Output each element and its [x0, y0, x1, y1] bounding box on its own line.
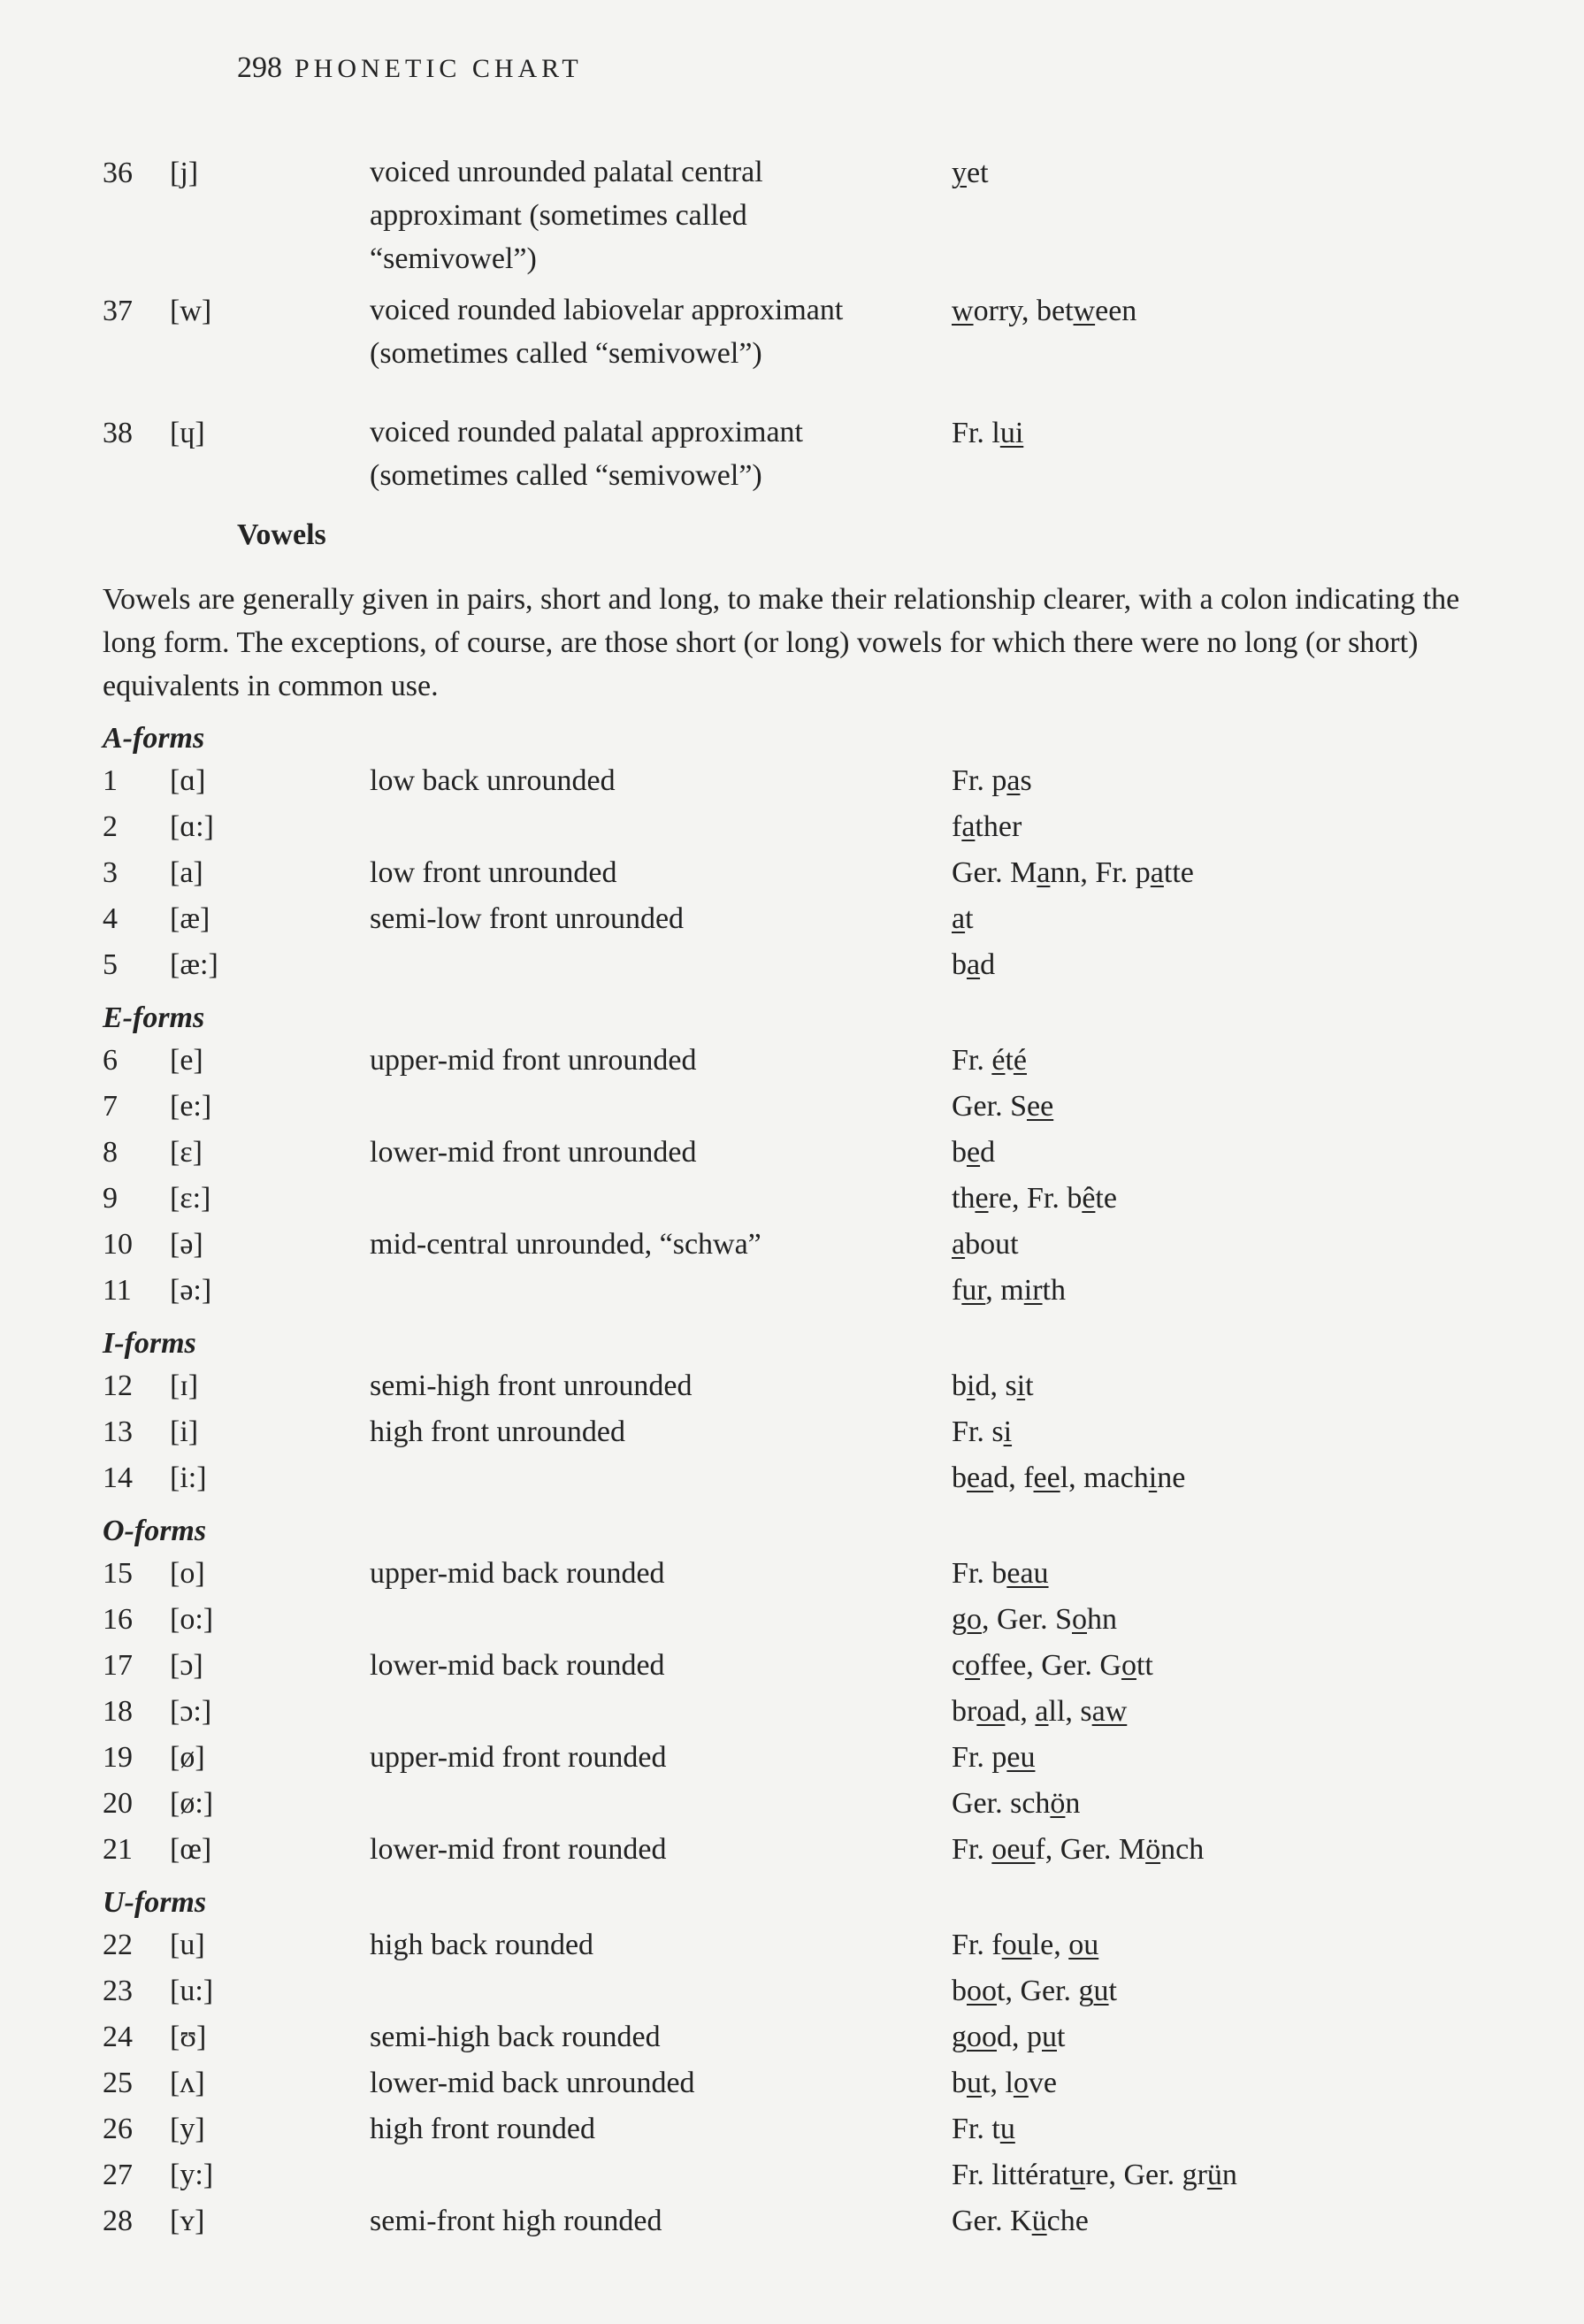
table-row	[103, 1968, 1487, 2014]
phonetic-symbol: [u:]	[170, 1975, 214, 2007]
phonetic-symbol: [ɔ]	[170, 1649, 203, 1682]
example-text: re, Fr. b	[988, 1182, 1083, 1215]
example-text: nch	[1160, 1833, 1205, 1866]
group-spacer	[103, 1873, 1487, 1883]
example-text: Ger. S	[952, 1090, 1027, 1123]
table-row	[103, 1038, 1487, 1084]
phonetic-symbol: [ɑ:]	[170, 810, 214, 843]
table-row	[103, 1222, 1487, 1268]
sound-description: semi-low front unrounded	[370, 902, 685, 935]
phonetic-symbol: [i:]	[170, 1461, 207, 1494]
example-text: b	[952, 2067, 967, 2099]
entry-number: 27	[103, 2159, 133, 2191]
entry-number: 23	[103, 1975, 133, 2007]
table-row	[103, 1176, 1487, 1222]
example-text: d,	[1005, 1695, 1036, 1728]
example-text: te	[1095, 1182, 1117, 1215]
underlined-letters: oo	[967, 2021, 997, 2053]
group-spacer	[103, 1501, 1487, 1512]
underlined-letters: oa	[976, 1695, 1006, 1728]
example-words	[952, 1781, 1080, 1827]
example-text: t	[1108, 1975, 1117, 2007]
phonetic-symbol: [ɔ:]	[170, 1695, 212, 1728]
example-words	[952, 1455, 1185, 1501]
table-row	[103, 850, 1487, 896]
table-row	[103, 2198, 1487, 2244]
example-words	[952, 896, 974, 942]
example-text: t	[1057, 2021, 1066, 2053]
example-words	[952, 2106, 1015, 2152]
sound-description: voiced unrounded palatal central approximant (sometimes called “semivowel”)	[370, 156, 763, 275]
example-words	[952, 2060, 1057, 2106]
example-words	[952, 1176, 1117, 1222]
entry-number: 38	[103, 417, 133, 449]
table-row	[103, 1597, 1487, 1643]
example-text: ne	[1157, 1461, 1186, 1494]
underlined-letters: a	[1006, 764, 1021, 797]
entry-number: 26	[103, 2113, 133, 2145]
sound-description: lower-mid back rounded	[370, 1649, 665, 1682]
phonetic-symbol: [i]	[170, 1415, 199, 1448]
group-title: U-forms	[103, 1886, 207, 1919]
entry-number: 13	[103, 1415, 133, 1448]
phonetic-symbol: [o:]	[170, 1603, 214, 1636]
phonetic-symbol: [æ]	[170, 902, 210, 935]
entry-number: 25	[103, 2067, 133, 2099]
sound-description: semi-front high rounded	[370, 2205, 662, 2237]
phonetic-symbol: [ʌ]	[170, 2067, 205, 2099]
phonetic-symbol: [ə:]	[170, 1274, 212, 1307]
phonetic-symbol: [a]	[170, 856, 203, 889]
example-text: hn	[1087, 1603, 1117, 1636]
table-row	[103, 2106, 1487, 2152]
vowel-table	[103, 719, 1487, 2244]
underlined-letters: a	[961, 810, 976, 843]
example-text: th	[1042, 1274, 1066, 1307]
underlined-letters: ui	[999, 417, 1024, 449]
entry-number: 16	[103, 1603, 133, 1636]
example-text: ffee, Ger. G	[980, 1649, 1121, 1682]
underlined-letters: ö	[1050, 1787, 1066, 1820]
table-row	[103, 1130, 1487, 1176]
underlined-letters: i	[1148, 1461, 1158, 1494]
phonetic-symbol: [ɥ]	[170, 417, 205, 449]
entry-number: 6	[103, 1044, 118, 1077]
table-row	[103, 1689, 1487, 1735]
phonetic-symbol: [ə]	[170, 1228, 203, 1261]
entry-number: 24	[103, 2021, 133, 2053]
example-text: Ger. M	[952, 856, 1037, 889]
entry-number: 37	[103, 295, 133, 327]
underlined-letters: u	[967, 2067, 982, 2099]
example-words	[952, 288, 1136, 334]
example-words	[952, 942, 995, 988]
underlined-letters: ê	[1082, 1182, 1096, 1215]
example-text: , Ger. S	[982, 1603, 1072, 1636]
example-text: Fr. p	[952, 764, 1007, 797]
underlined-letters: i	[1016, 1369, 1026, 1402]
entry-number: 2	[103, 810, 118, 843]
phonetic-symbol: [j]	[170, 157, 199, 189]
example-text: ll, s	[1048, 1695, 1092, 1728]
example-text: Fr. l	[952, 417, 1000, 449]
underlined-letters: ea	[967, 1461, 994, 1494]
sound-description: high back rounded	[370, 1929, 594, 1961]
example-words	[952, 758, 1032, 804]
example-text: et	[967, 157, 989, 189]
sound-description: upper-mid front rounded	[370, 1741, 667, 1774]
underlined-letters: u	[1070, 2159, 1086, 2191]
underlined-letters: ee	[1027, 1090, 1054, 1123]
table-row	[103, 1084, 1487, 1130]
example-text: Fr.	[952, 1833, 992, 1866]
example-text: Fr. b	[952, 1557, 1007, 1590]
example-text: nn, Fr. p	[1050, 856, 1151, 889]
entry-number: 9	[103, 1182, 118, 1215]
example-text: l, mach	[1060, 1461, 1149, 1494]
phonetic-symbol: [ʏ]	[170, 2205, 205, 2237]
underlined-letters: é	[991, 1044, 1006, 1077]
table-row	[103, 1827, 1487, 1873]
example-words	[952, 2198, 1089, 2244]
example-text: br	[952, 1695, 977, 1728]
example-text: Fr. s	[952, 1415, 1004, 1448]
phonetic-symbol: [y]	[170, 2113, 205, 2145]
table-row	[103, 804, 1487, 850]
phonetic-symbol: [œ]	[170, 1833, 212, 1866]
example-words	[952, 850, 1194, 896]
example-text: orry, bet	[973, 295, 1074, 327]
sound-description: low front unrounded	[370, 856, 617, 889]
phonetic-symbol: [u]	[170, 1929, 205, 1961]
example-words	[952, 1222, 1019, 1268]
underlined-letters: go	[952, 1603, 982, 1636]
underlined-letters: oeu	[991, 1833, 1036, 1866]
underlined-letters: u	[1093, 1975, 1109, 2007]
table-row	[103, 2152, 1487, 2198]
example-text: t	[1025, 1369, 1034, 1402]
example-text: c	[952, 1649, 966, 1682]
example-text: le,	[1031, 1929, 1069, 1961]
example-text: t, l	[982, 2067, 1014, 2099]
page-title: PHONETIC CHART	[295, 54, 583, 83]
example-words	[952, 1268, 1066, 1314]
table-row	[103, 896, 1487, 942]
example-words	[952, 804, 1022, 850]
example-text: b	[952, 1369, 967, 1402]
entry-number: 36	[103, 157, 133, 189]
example-text: b	[952, 948, 967, 981]
sound-description: lower-mid front rounded	[370, 1833, 667, 1866]
example-text: s	[1020, 764, 1032, 797]
example-text: , m	[985, 1274, 1024, 1307]
example-text: re, Ger. gr	[1085, 2159, 1207, 2191]
entry-number: 3	[103, 856, 118, 889]
table-row	[103, 1643, 1487, 1689]
underlined-letters: o	[965, 1649, 981, 1682]
example-text: bout	[965, 1228, 1019, 1261]
example-text: ther	[975, 810, 1022, 843]
example-text: Fr. t	[952, 2113, 1000, 2145]
phonetic-symbol: [ɛ:]	[170, 1182, 211, 1215]
underlined-letters: o	[1121, 1649, 1136, 1682]
example-words	[952, 1038, 1027, 1084]
example-words	[952, 410, 1023, 456]
table-row	[103, 288, 1487, 410]
example-words	[952, 1551, 1049, 1597]
example-text: b	[952, 1975, 967, 2007]
example-words	[952, 1597, 1117, 1643]
group-title: E-forms	[103, 1001, 205, 1034]
example-words	[952, 2014, 1065, 2060]
underlined-letters: é	[1013, 1044, 1027, 1077]
phonetic-symbol: [ɑ]	[170, 764, 206, 797]
phonetic-symbol: [ø:]	[170, 1787, 214, 1820]
underlined-letters: a	[952, 1228, 966, 1261]
example-text: n	[1221, 2159, 1237, 2191]
table-row	[103, 942, 1487, 988]
example-text: th	[952, 1182, 976, 1215]
example-text: f, Ger. M	[1035, 1833, 1146, 1866]
entry-number: 18	[103, 1695, 133, 1728]
example-text: t, Ger. g	[997, 1975, 1094, 2007]
example-text: d	[980, 1136, 996, 1169]
underlined-letters: e	[975, 1182, 989, 1215]
page-header	[237, 51, 583, 85]
underlined-letters: w	[1073, 295, 1096, 327]
sound-description: voiced rounded labiovelar approximant (sometimes called “semivowel”)	[370, 294, 844, 370]
consonant-table	[103, 150, 1487, 499]
group-spacer	[103, 1314, 1487, 1324]
table-row	[103, 1922, 1487, 1968]
example-words	[952, 1827, 1204, 1873]
example-text: d, f	[993, 1461, 1034, 1494]
example-text: Fr. f	[952, 1929, 1002, 1961]
entry-number: 7	[103, 1090, 118, 1123]
example-text: Ger. K	[952, 2205, 1032, 2237]
entry-number: 15	[103, 1557, 133, 1590]
phonetic-symbol: [æ:]	[170, 948, 218, 981]
table-row	[103, 1455, 1487, 1501]
table-row	[103, 2060, 1487, 2106]
table-row	[103, 1551, 1487, 1597]
underlined-letters: ü	[1031, 2205, 1047, 2237]
underlined-letters: o	[1013, 2067, 1029, 2099]
underlined-letters: eu	[1006, 1741, 1036, 1774]
underlined-letters: ö	[1145, 1833, 1161, 1866]
example-words	[952, 2152, 1237, 2198]
example-text: b	[952, 1136, 967, 1169]
entry-number: 8	[103, 1136, 118, 1169]
example-text: tte	[1163, 856, 1194, 889]
phonetic-symbol: [w]	[170, 295, 212, 327]
example-text: t	[1005, 1044, 1014, 1077]
underlined-letters: ü	[1206, 2159, 1222, 2191]
example-text: d	[980, 948, 996, 981]
group-title: I-forms	[103, 1327, 196, 1360]
underlined-letters: y	[952, 157, 967, 189]
entry-number: 28	[103, 2205, 133, 2237]
table-row	[103, 1363, 1487, 1409]
example-text: ve	[1028, 2067, 1057, 2099]
example-text: een	[1095, 295, 1137, 327]
phonetic-symbol: [ø]	[170, 1741, 205, 1774]
example-text: t	[965, 902, 974, 935]
underlined-letters: ir	[1023, 1274, 1043, 1307]
group-spacer	[103, 988, 1487, 999]
example-text: Ger. sch	[952, 1787, 1051, 1820]
table-row	[103, 758, 1487, 804]
phonetic-symbol: [ɛ]	[170, 1136, 203, 1169]
phonetic-symbol: [ʊ]	[170, 2021, 207, 2053]
underlined-letters: i	[1003, 1415, 1013, 1448]
entry-number: 19	[103, 1741, 133, 1774]
phonetic-symbol: [e]	[170, 1044, 203, 1077]
sound-description: high front rounded	[370, 2113, 595, 2145]
example-words	[952, 1968, 1117, 2014]
example-words	[952, 1363, 1034, 1409]
vowels-heading: Vowels	[237, 518, 326, 551]
sound-description: voiced rounded palatal approximant (sometimes called “semivowel”)	[370, 416, 803, 492]
vowels-intro: Vowels are generally given in pairs, short and long, to make their relationship clearer, with a colon indicating the long form. The exceptions, of course, are those short (or long) vowels for which there were no long (or short) equivalents in common use.	[103, 583, 1460, 702]
example-text: d, s	[975, 1369, 1017, 1402]
underlined-letters: o	[1072, 1603, 1087, 1636]
table-row	[103, 410, 1487, 499]
phonetic-symbol: [ɪ]	[170, 1369, 199, 1402]
entry-number: 11	[103, 1274, 132, 1307]
underlined-letters: u	[999, 2113, 1015, 2145]
sound-description: lower-mid front unrounded	[370, 1136, 697, 1169]
entry-number: 17	[103, 1649, 133, 1682]
group-title: A-forms	[103, 722, 205, 755]
page-number: 298	[237, 51, 282, 84]
sound-description: upper-mid back rounded	[370, 1557, 665, 1590]
table-row	[103, 150, 1487, 288]
example-words	[952, 1643, 1153, 1689]
sound-description: lower-mid back unrounded	[370, 2067, 695, 2099]
underlined-letters: ou	[1001, 1929, 1032, 1961]
example-words	[952, 1409, 1012, 1455]
underlined-letters: i	[967, 1369, 976, 1402]
underlined-letters: ee	[1033, 1461, 1060, 1494]
example-text: Fr.	[952, 1044, 992, 1077]
example-text: d, p	[997, 2021, 1042, 2053]
underlined-letters: u	[1042, 2021, 1057, 2053]
underlined-letters: a	[967, 948, 981, 981]
table-row	[103, 1781, 1487, 1827]
underlined-letters: w	[952, 295, 974, 327]
entry-number: 22	[103, 1929, 133, 1961]
underlined-letters: aw	[1091, 1695, 1128, 1728]
sound-description: upper-mid front unrounded	[370, 1044, 697, 1077]
underlined-letters: oo	[967, 1975, 997, 2007]
underlined-letters: ou	[1068, 1929, 1099, 1961]
underlined-letters: eau	[1006, 1557, 1049, 1590]
table-row	[103, 1735, 1487, 1781]
example-words	[952, 1735, 1035, 1781]
entry-number: 12	[103, 1369, 133, 1402]
example-text: g	[952, 2021, 967, 2053]
underlined-letters: e	[967, 1136, 981, 1169]
underlined-letters: a	[952, 902, 966, 935]
sound-description: high front unrounded	[370, 1415, 625, 1448]
entry-number: 4	[103, 902, 118, 935]
sound-description: semi-high front unrounded	[370, 1369, 693, 1402]
sound-description: low back unrounded	[370, 764, 616, 797]
sound-description: semi-high back rounded	[370, 2021, 661, 2053]
entry-number: 5	[103, 948, 118, 981]
example-text: Fr. p	[952, 1741, 1007, 1774]
underlined-letters: ur	[961, 1274, 986, 1307]
example-text: b	[952, 1461, 967, 1494]
table-row	[103, 1409, 1487, 1455]
entry-number: 20	[103, 1787, 133, 1820]
example-text: che	[1046, 2205, 1089, 2237]
table-row	[103, 1268, 1487, 1314]
group-title: O-forms	[103, 1515, 207, 1547]
sound-description: mid-central unrounded, “schwa”	[370, 1228, 761, 1261]
entry-number: 21	[103, 1833, 133, 1866]
underlined-letters: a	[1035, 1695, 1049, 1728]
underlined-letters: a	[1037, 856, 1051, 889]
example-text: Fr. littérat	[952, 2159, 1071, 2191]
table-row	[103, 2014, 1487, 2060]
example-words	[952, 1084, 1053, 1130]
example-words	[952, 1922, 1098, 1968]
example-text: n	[1065, 1787, 1081, 1820]
phonetic-symbol: [e:]	[170, 1090, 212, 1123]
example-words	[952, 150, 989, 196]
example-text: tt	[1136, 1649, 1153, 1682]
entry-number: 14	[103, 1461, 133, 1494]
underlined-letters: a	[1150, 856, 1164, 889]
phonetic-symbol: [o]	[170, 1557, 205, 1590]
example-text: f	[952, 810, 962, 843]
phonetic-symbol: [y:]	[170, 2159, 214, 2191]
example-words	[952, 1689, 1127, 1735]
entry-number: 1	[103, 764, 118, 797]
entry-number: 10	[103, 1228, 133, 1261]
example-words	[952, 1130, 995, 1176]
example-text: f	[952, 1274, 962, 1307]
